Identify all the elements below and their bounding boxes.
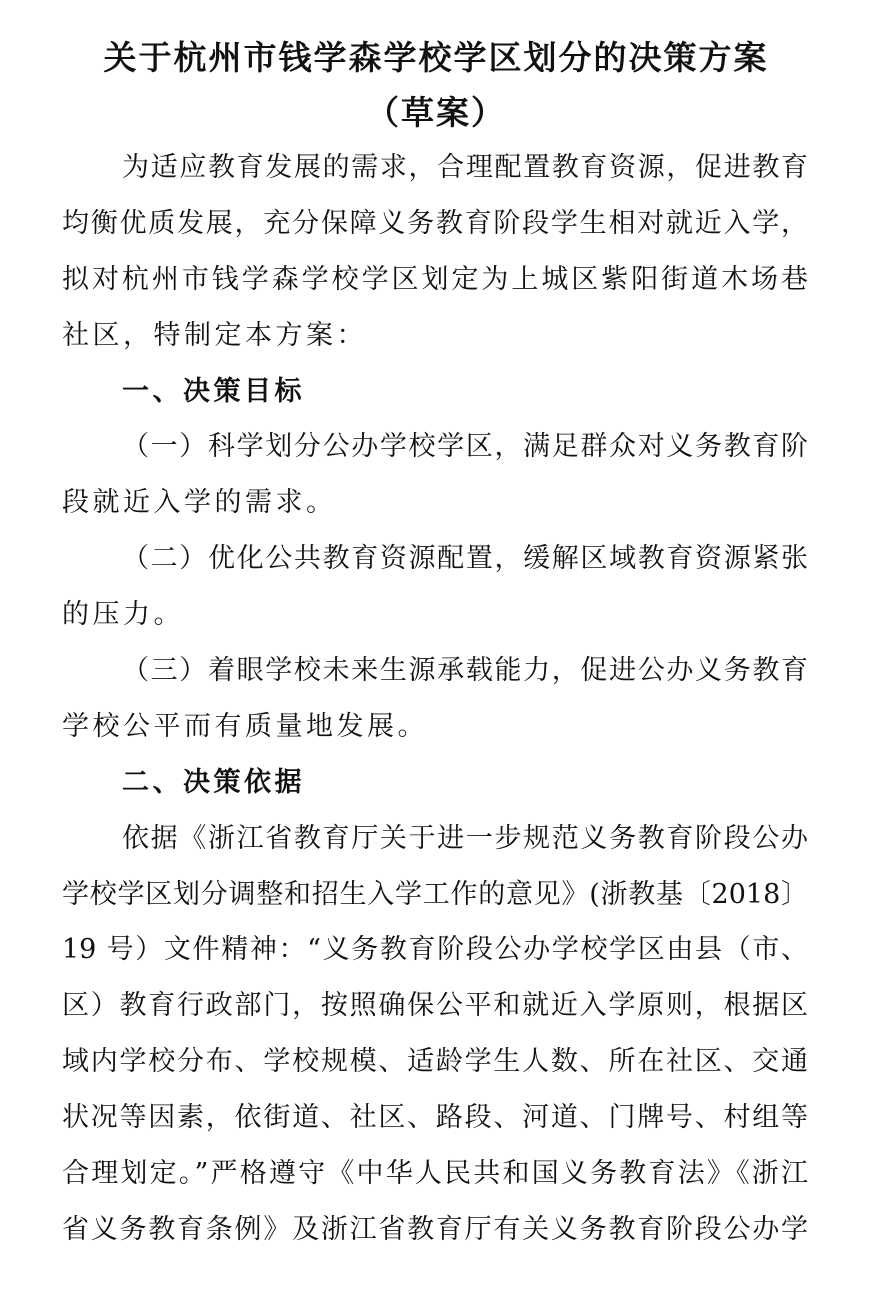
paragraph-line: 省义务教育条例》及浙江省教育厅有关义务教育阶段公办学 [62, 1213, 808, 1245]
document-title: 关于杭州市钱学森学校学区划分的决策方案 [103, 38, 769, 77]
paragraph-line: （三）着眼学校未来生源承载能力，促进公办义务教育 [122, 655, 808, 687]
paragraph-line: 区）教育行政部门，按照确保公平和就近入学原则，根据区 [62, 990, 808, 1022]
paragraph-line: 社区，特制定本方案： [62, 319, 367, 351]
paragraph-line: 依据《浙江省教育厅关于进一步规范义务教育阶段公办 [122, 822, 808, 854]
paragraph-line: 学校学区划分调整和招生入学工作的意见》(浙教基〔2018〕 [62, 878, 808, 910]
document-subtitle: （草案） [366, 93, 506, 132]
paragraph-line: 的压力。 [62, 599, 184, 631]
paragraph-line: 均衡优质发展，充分保障义务教育阶段学生相对就近入学， [62, 207, 808, 239]
paragraph-line: 学校公平而有质量地发展。 [62, 710, 428, 742]
paragraph-line: （一）科学划分公办学校学区，满足群众对义务教育阶 [122, 431, 808, 463]
paragraph-line: 合理划定。”严格遵守《中华人民共和国义务教育法》《浙江 [62, 1158, 808, 1190]
paragraph-line: 19 号）文件精神：“义务教育阶段公办学校学区由县（市、 [62, 934, 808, 966]
section-heading: 二、决策依据 [122, 766, 305, 798]
section-heading: 一、决策目标 [122, 375, 305, 407]
paragraph-line: 状况等因素，依街道、社区、路段、河道、门牌号、村组等 [62, 1102, 808, 1134]
paragraph-line: 拟对杭州市钱学森学校学区划定为上城区紫阳街道木场巷 [62, 263, 808, 295]
document-body [62, 140, 808, 1258]
paragraph-line: （二）优化公共教育资源配置，缓解区域教育资源紧张 [122, 543, 808, 575]
paragraph-line: 为适应教育发展的需求，合理配置教育资源，促进教育 [122, 152, 808, 183]
paragraph-line: 段就近入学的需求。 [62, 487, 337, 519]
paragraph-line: 域内学校分布、学校规模、适龄学生人数、所在社区、交通 [62, 1046, 808, 1078]
